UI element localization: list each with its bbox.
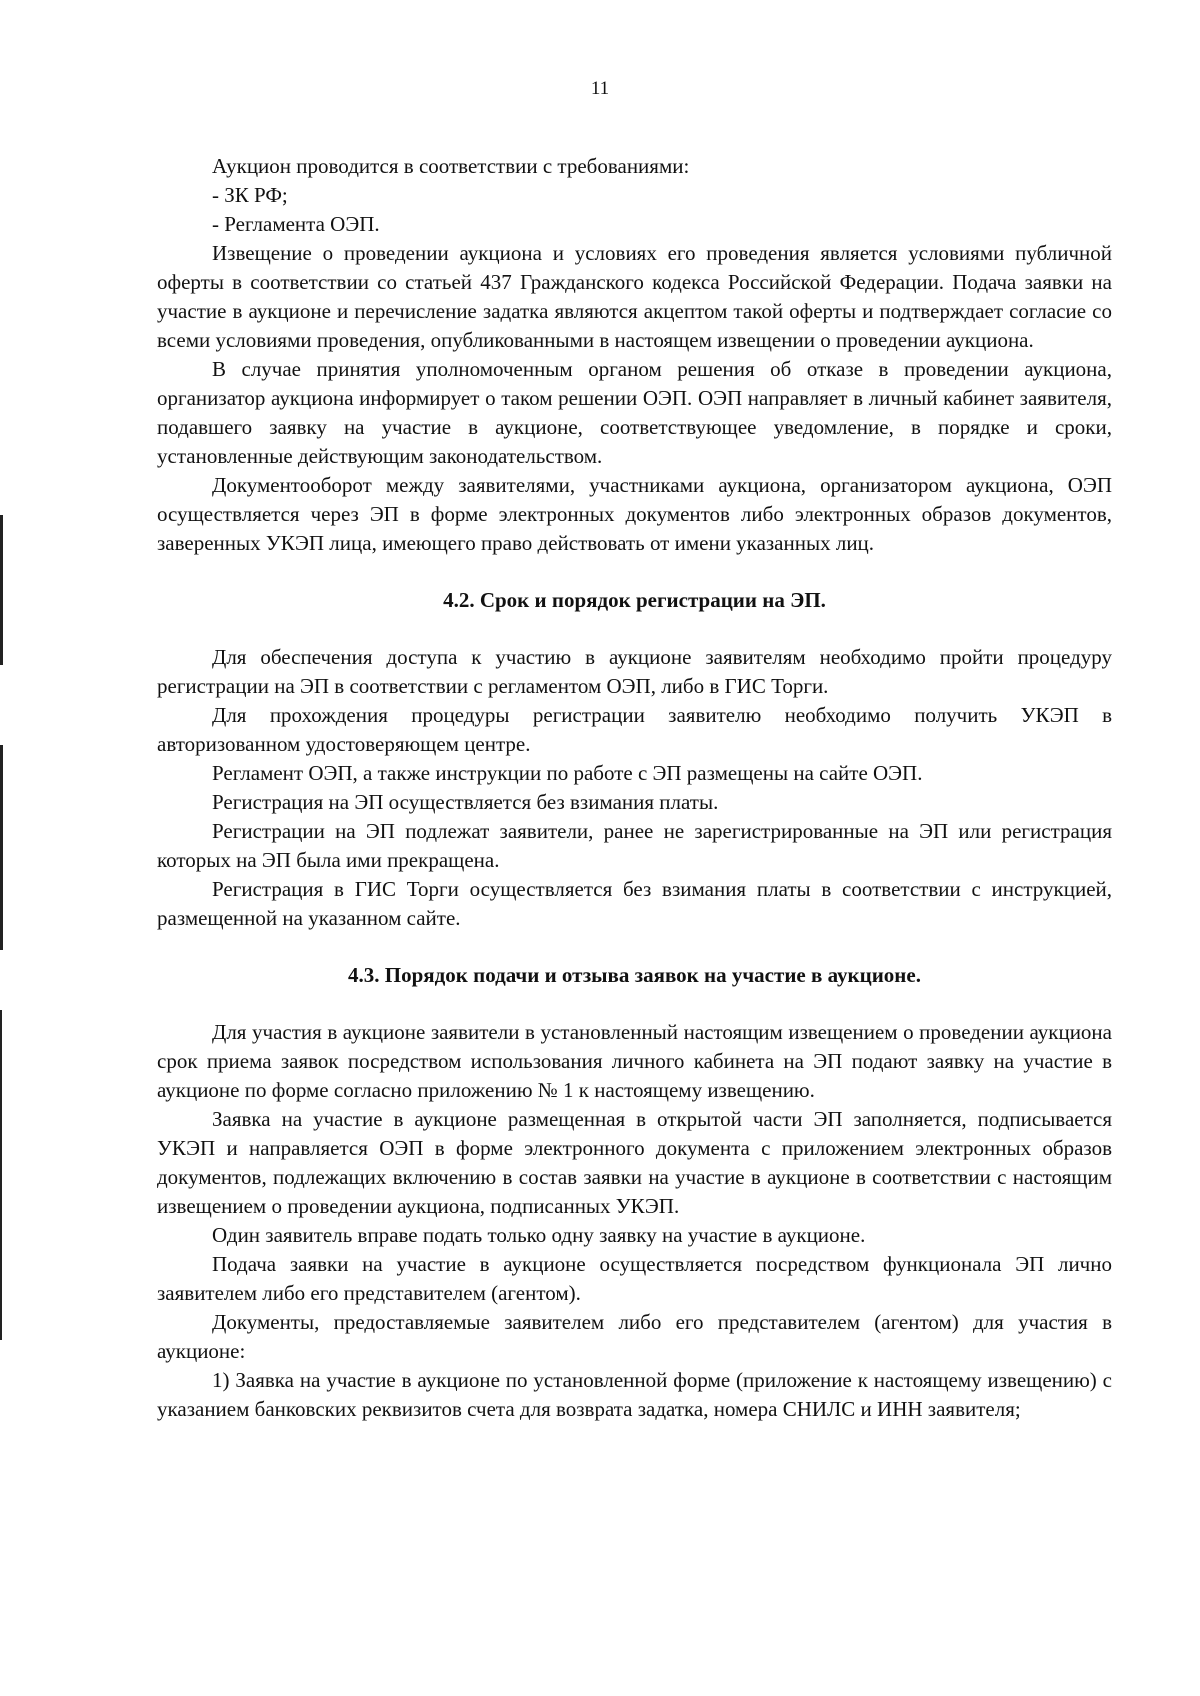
document-body	[157, 152, 1112, 1424]
paragraph: Для обеспечения доступа к участию в аукционе заявителям необходимо пройти процедуру регистрации на ЭП в соответствии с регламентом ОЭП, либо в ГИС Торги.	[157, 645, 1112, 698]
paragraph: Регистрация в ГИС Торги осуществляется без взимания платы в соответствии с инструкцией, размещенной на указанном сайте.	[157, 877, 1112, 930]
scan-edge-mark	[0, 515, 3, 665]
list-item: 1) Заявка на участие в аукционе по установленной форме (приложение к настоящему извещению) с указанием банковских реквизитов счета для возврата задатка, номера СНИЛС и ИНН заявителя;	[157, 1368, 1112, 1421]
section-heading-4-3: 4.3. Порядок подачи и отзыва заявок на участие в аукционе.	[348, 963, 921, 987]
paragraph: Документы, предоставляемые заявителем либо его представителем (агентом) для участия в аукционе:	[157, 1310, 1112, 1363]
paragraph: Извещение о проведении аукциона и условиях его проведения является условиями публичной оферты в соответствии со статьей 437 Гражданского кодекса Российской Федерации. Подача заявки на участие в аукционе и перечисление задатка являются акцептом такой оферты и подтверждает согласие со всеми условиями проведения, опубликованными в настоящем извещении о проведении аукциона.	[157, 241, 1112, 352]
scan-edge-mark	[0, 1010, 2, 1340]
scan-edge-mark	[0, 745, 3, 950]
page-number: 11	[590, 78, 610, 99]
intro-lead: Аукцион проводится в соответствии с требованиями:	[212, 154, 690, 178]
paragraph: Для участия в аукционе заявители в установленный настоящим извещением о проведении аукциона срок приема заявок посредством использования личного кабинета на ЭП подают заявку на участие в аукционе по форме согласно приложению № 1 к настоящему извещению.	[157, 1020, 1112, 1102]
section-heading-4-2: 4.2. Срок и порядок регистрации на ЭП.	[443, 588, 826, 612]
intro-item: - Регламента ОЭП.	[212, 212, 380, 236]
paragraph: Регламент ОЭП, а также инструкции по работе с ЭП размещены на сайте ОЭП.	[212, 761, 923, 785]
paragraph: Один заявитель вправе подать только одну заявку на участие в аукционе.	[212, 1223, 866, 1247]
paragraph: Для прохождения процедуры регистрации заявителю необходимо получить УКЭП в авторизованном удостоверяющем центре.	[157, 703, 1112, 756]
paragraph: Заявка на участие в аукционе размещенная в открытой части ЭП заполняется, подписывается УКЭП и направляется ОЭП в форме электронного документа с приложением электронных образов документов, подлежащих включению в состав заявки на участие в аукционе в соответствии с настоящим извещением о проведении аукциона, подписанных УКЭП.	[157, 1107, 1112, 1218]
paragraph: Подача заявки на участие в аукционе осуществляется посредством функционала ЭП лично заявителем либо его представителем (агентом).	[157, 1252, 1112, 1305]
paragraph: Регистрация на ЭП осуществляется без взимания платы.	[212, 790, 719, 814]
paragraph: Документооборот между заявителями, участниками аукциона, организатором аукциона, ОЭП осуществляется через ЭП в форме электронных документов либо электронных образов документов, заверенных УКЭП лица, имеющего право действовать от имени указанных лиц.	[157, 473, 1112, 555]
paragraph: Регистрации на ЭП подлежат заявители, ранее не зарегистрированные на ЭП или регистрация которых на ЭП была ими прекращена.	[157, 819, 1112, 872]
intro-item: - ЗК РФ;	[212, 183, 288, 207]
paragraph: В случае принятия уполномоченным органом решения об отказе в проведении аукциона, организатор аукциона информирует о таком решении ОЭП. ОЭП направляет в личный кабинет заявителя, подавшего заявку на участие в аукционе, соответствующее уведомление, в порядке и сроки, установленные действующим законодательством.	[157, 357, 1112, 468]
